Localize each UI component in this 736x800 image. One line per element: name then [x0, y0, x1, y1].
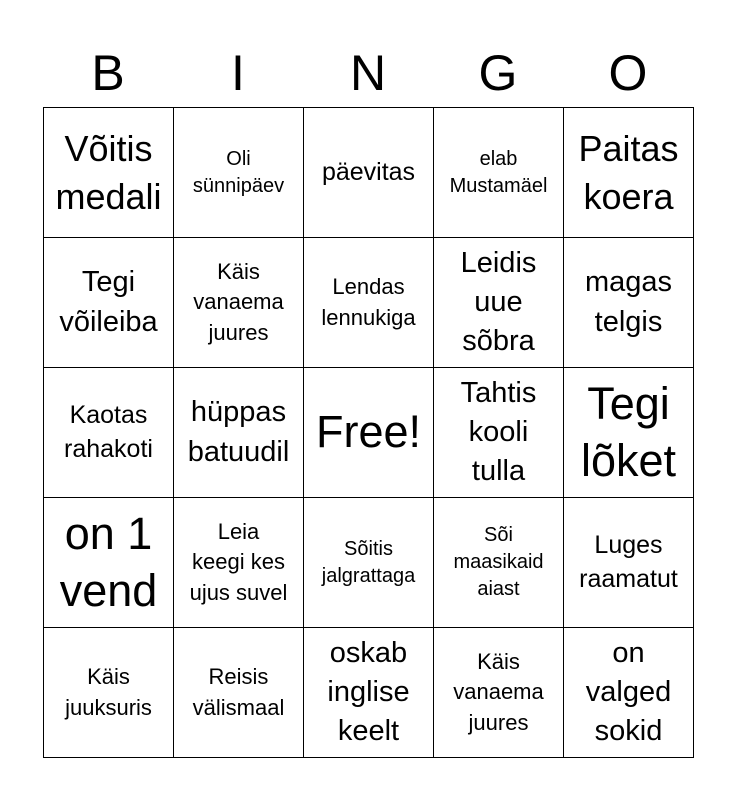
bingo-cell-r5c5[interactable]	[564, 628, 694, 758]
bingo-cell-r5c2[interactable]	[174, 628, 304, 758]
bingo-cell-text: Käis vanaema juures	[453, 649, 544, 735]
bingo-cell-text: Leia keegi kes ujus suvel	[189, 519, 288, 605]
bingo-cell-text: päevitas	[321, 157, 416, 186]
bingo-cell-text: Tegi lõket	[580, 378, 677, 486]
bingo-cell-r4c5[interactable]	[564, 498, 694, 628]
bingo-cell-text: oskab inglise keelt	[327, 636, 410, 748]
bingo-cell-r1c2[interactable]	[174, 108, 304, 238]
bingo-cell-text: Käis juuksuris	[65, 664, 152, 720]
header-letter-n: N	[349, 45, 387, 101]
bingo-cell-r1c3[interactable]	[304, 108, 434, 238]
bingo-cell-r1c5[interactable]	[564, 108, 694, 238]
bingo-cell-text: Tahtis kooli tulla	[460, 376, 537, 488]
bingo-cell-r3c1[interactable]	[44, 368, 174, 498]
bingo-cell-text: Paitas koera	[578, 127, 679, 217]
bingo-cell-r5c3[interactable]	[304, 628, 434, 758]
bingo-cell-r5c1[interactable]	[44, 628, 174, 758]
bingo-cell-text: Oli sünnipäev	[192, 147, 285, 197]
bingo-cell-r3c4[interactable]	[434, 368, 564, 498]
bingo-cell-text: Reisis välismaal	[192, 664, 285, 720]
bingo-cell-r3c5[interactable]	[564, 368, 694, 498]
bingo-cell-r5c4[interactable]	[434, 628, 564, 758]
bingo-cell-r4c4[interactable]	[434, 498, 564, 628]
header-letter-g: G	[478, 45, 518, 101]
bingo-cell-text: Käis vanaema juures	[193, 259, 284, 345]
header-letter-o: O	[608, 45, 648, 101]
bingo-cell-r3c2[interactable]	[174, 368, 304, 498]
bingo-cell-r1c4[interactable]	[434, 108, 564, 238]
bingo-cell-text: Lendas lennukiga	[321, 274, 416, 330]
bingo-cell-r2c3[interactable]	[304, 238, 434, 368]
bingo-cell-text: elab Mustamäel	[449, 147, 548, 197]
bingo-cell-r2c1[interactable]	[44, 238, 174, 368]
bingo-cell-text: magas telgis	[584, 266, 673, 338]
bingo-cell-text: on valged sokid	[585, 636, 672, 748]
bingo-cell-text: Leidis uue sõbra	[460, 246, 537, 358]
header-letter-b: B	[91, 45, 125, 101]
bingo-cell-free[interactable]	[304, 368, 434, 498]
bingo-cell-r2c2[interactable]	[174, 238, 304, 368]
bingo-cell-text: Võitis medali	[55, 127, 162, 217]
bingo-cell-text: hüppas batuudil	[187, 396, 290, 468]
bingo-cell-r4c2[interactable]	[174, 498, 304, 628]
bingo-cell-text: Sõi maasikaid aiast	[453, 524, 544, 600]
bingo-cell-text: Sõitis jalgrattaga	[321, 537, 416, 587]
bingo-header	[43, 42, 693, 104]
bingo-cell-r2c5[interactable]	[564, 238, 694, 368]
header-letter-i: I	[231, 45, 245, 101]
bingo-cell-text: Tegi võileiba	[59, 266, 158, 338]
free-space-label: Free!	[315, 406, 422, 458]
bingo-cell-r2c4[interactable]	[434, 238, 564, 368]
bingo-cell-text: Kaotas rahakoti	[64, 401, 153, 463]
bingo-cell-r1c1[interactable]	[44, 108, 174, 238]
bingo-cell-text: Luges raamatut	[579, 531, 678, 593]
bingo-board	[43, 107, 694, 758]
bingo-cell-r4c1[interactable]	[44, 498, 174, 628]
bingo-cell-r4c3[interactable]	[304, 498, 434, 628]
bingo-cell-text: on 1 vend	[59, 508, 158, 616]
